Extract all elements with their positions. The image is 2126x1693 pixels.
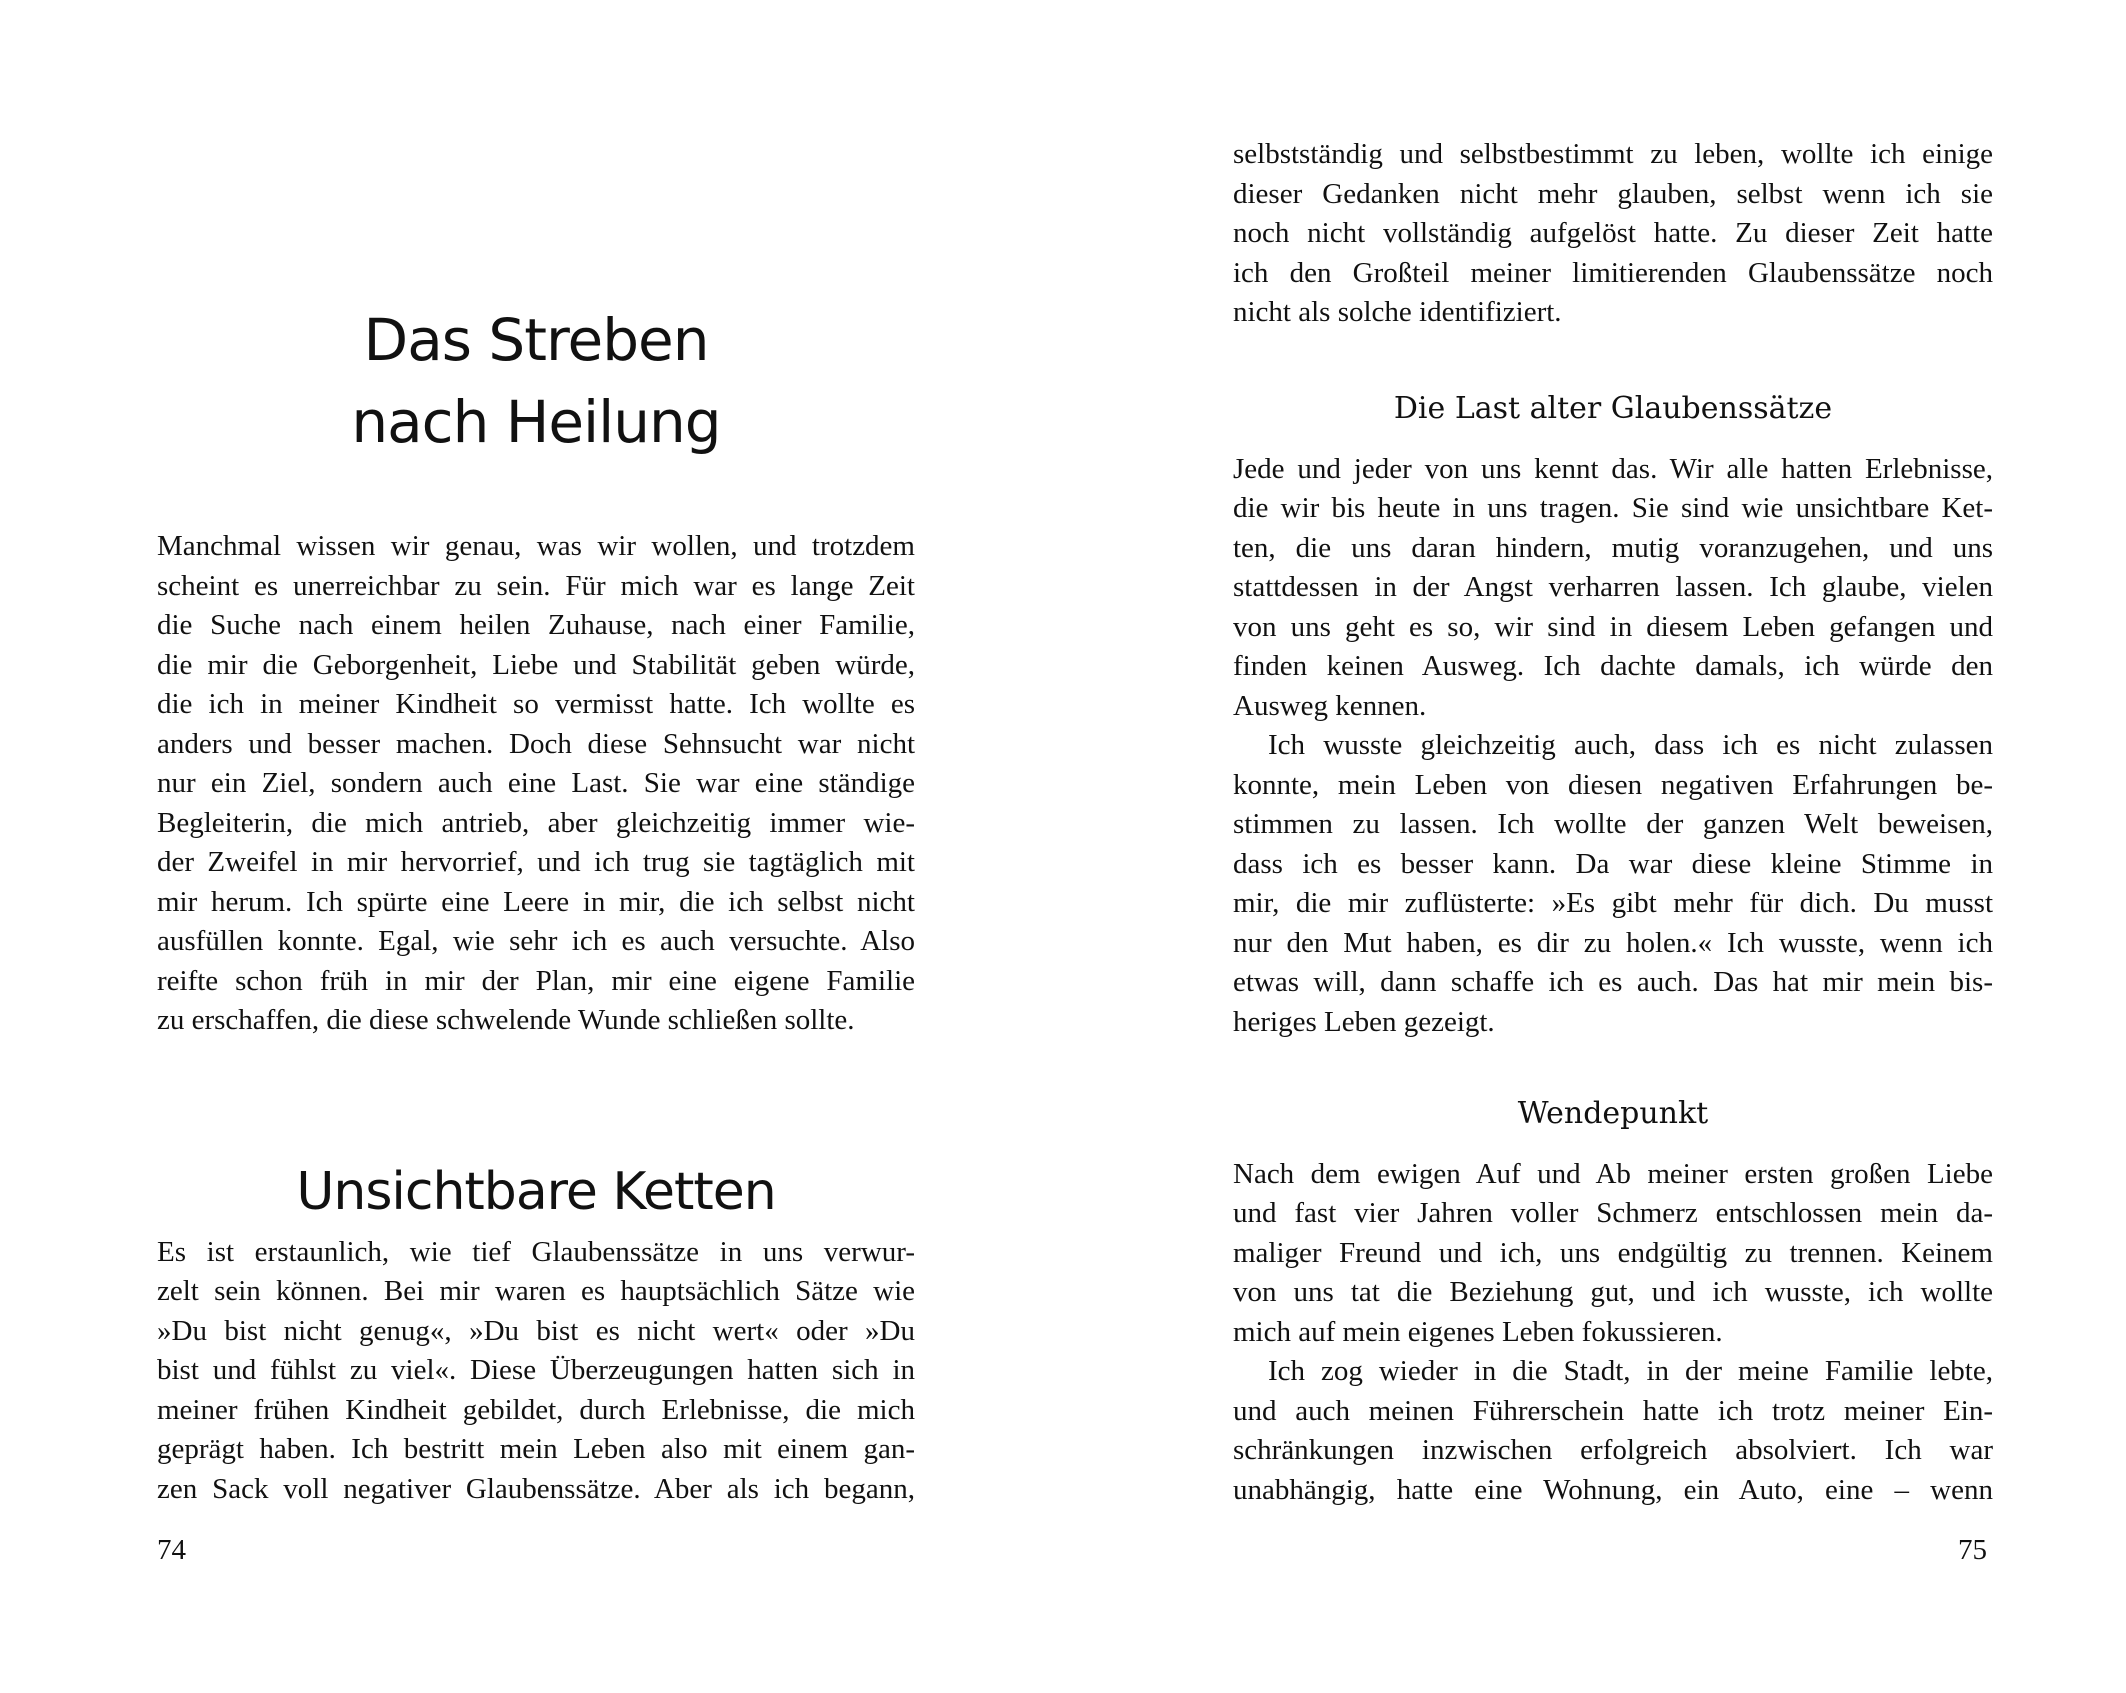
text-line: etwas will, dann schaffe ich es auch. Das hat mir mein bis- — [1233, 966, 1993, 998]
text-line: und auch meinen Führerschein hatte ich trotz meiner Ein- — [1233, 1395, 1993, 1427]
text-line: meiner frühen Kindheit gebildet, durch Erlebnisse, die mich — [157, 1394, 915, 1426]
text-line: und fast vier Jahren voller Schmerz entschlossen mein da- — [1233, 1197, 1993, 1229]
text-line: ausfüllen konnte. Egal, wie sehr ich es auch versuchte. Also — [157, 925, 915, 957]
text-line: anders und besser machen. Doch diese Sehnsucht war nicht — [157, 728, 915, 760]
text-line: noch nicht vollständig aufgelöst hatte. Zu dieser Zeit hatte — [1233, 217, 1993, 249]
text-line: ten, die uns daran hindern, mutig voranzugehen, und uns — [1233, 532, 1993, 564]
text-line: Begleiterin, die mich antrieb, aber gleichzeitig immer wie- — [157, 807, 915, 839]
text-line: von uns tat die Beziehung gut, und ich wusste, ich wollte — [1233, 1276, 1993, 1308]
text-line: schränkungen inzwischen erfolgreich absolviert. Ich war — [1233, 1434, 1993, 1466]
text-line: die wir bis heute in uns tragen. Sie sind wie unsichtbare Ket- — [1233, 492, 1993, 524]
text-line: geprägt haben. Ich bestritt mein Leben also mit einem gan- — [157, 1433, 915, 1465]
text-line: nur ein Ziel, sondern auch eine Last. Sie war eine ständige — [157, 767, 915, 799]
text-line: mich auf mein eigenes Leben fokussieren. — [1233, 1316, 1723, 1348]
text-line: Es ist erstaunlich, wie tief Glaubenssätze in uns verwur- — [157, 1236, 915, 1268]
text-line: stattdessen in der Angst verharren lassen. Ich glaube, vielen — [1233, 571, 1993, 603]
page-number: 75 — [1958, 1534, 1987, 1566]
subsection-title-last-beliefs: Die Last alter Glaubenssätze — [1393, 391, 1833, 426]
text-line: »Du bist nicht genug«, »Du bist es nicht wert« oder »Du — [157, 1315, 915, 1347]
text-line: die mir die Geborgenheit, Liebe und Stabilität geben würde, — [157, 649, 915, 681]
page-number: 74 — [157, 1534, 186, 1566]
text-line: heriges Leben gezeigt. — [1233, 1006, 1495, 1038]
text-line: zu erschaffen, die diese schwelende Wunde schließen sollte. — [157, 1004, 855, 1036]
text-line: nur den Mut haben, es dir zu holen.« Ich wusste, wenn ich — [1233, 927, 1993, 959]
text-line: scheint es unerreichbar zu sein. Für mich war es lange Zeit — [157, 570, 915, 602]
text-line: mir herum. Ich spürte eine Leere in mir, die ich selbst nicht — [157, 886, 915, 918]
text-line: Ich zog wieder in die Stadt, in der meine Familie lebte, — [1268, 1355, 1993, 1387]
text-line: nicht als solche identifiziert. — [1233, 296, 1562, 328]
section-title: Unsichtbare Ketten — [296, 1162, 776, 1222]
text-line: dieser Gedanken nicht mehr glauben, selbst wenn ich sie — [1233, 178, 1993, 210]
text-line: Nach dem ewigen Auf und Ab meiner ersten großen Liebe — [1233, 1158, 1993, 1190]
text-line: Ausweg kennen. — [1233, 690, 1427, 722]
text-line: stimmen zu lassen. Ich wollte der ganzen Welt beweisen, — [1233, 808, 1993, 840]
text-line: die ich in meiner Kindheit so vermisst hatte. Ich wollte es — [157, 688, 915, 720]
text-line: selbstständig und selbstbestimmt zu leben, wollte ich einige — [1233, 138, 1993, 170]
text-line: unabhängig, hatte eine Wohnung, ein Auto, eine – wenn — [1233, 1474, 1993, 1506]
text-line: konnte, mein Leben von diesen negativen Erfahrungen be- — [1233, 769, 1993, 801]
chapter-title-line-1: Das Streben — [363, 306, 709, 374]
text-line: die Suche nach einem heilen Zuhause, nach einer Familie, — [157, 609, 915, 641]
text-line: dass ich es besser kann. Da war diese kleine Stimme in — [1233, 848, 1993, 880]
text-line: bist und fühlst zu viel«. Diese Überzeugungen hatten sich in — [157, 1354, 915, 1386]
text-line: finden keinen Ausweg. Ich dachte damals, ich würde den — [1233, 650, 1993, 682]
text-line: Jede und jeder von uns kennt das. Wir alle hatten Erlebnisse, — [1233, 453, 1993, 485]
text-line: der Zweifel in mir hervorrief, und ich trug sie tagtäglich mit — [157, 846, 915, 878]
text-line: Manchmal wissen wir genau, was wir wollen, und trotzdem — [157, 530, 915, 562]
text-line: zelt sein können. Bei mir waren es hauptsächlich Sätze wie — [157, 1275, 915, 1307]
right-page — [1063, 0, 2126, 1693]
text-line: von uns geht es so, wir sind in diesem Leben gefangen und — [1233, 611, 1993, 643]
chapter-title-line-2: nach Heilung — [351, 388, 721, 456]
subsection-title-turning-point: Wendepunkt — [1517, 1096, 1709, 1131]
text-line: Ich wusste gleichzeitig auch, dass ich es nicht zulassen — [1268, 729, 1993, 761]
text-line: reifte schon früh in mir der Plan, mir eine eigene Familie — [157, 965, 915, 997]
text-line: ich den Großteil meiner limitierenden Glaubenssätze noch — [1233, 257, 1993, 289]
text-line: mir, die mir zuflüsterte: »Es gibt mehr für dich. Du musst — [1233, 887, 1993, 919]
text-line: zen Sack voll negativer Glaubenssätze. Aber als ich begann, — [157, 1473, 915, 1505]
text-line: maliger Freund und ich, uns endgültig zu trennen. Keinem — [1233, 1237, 1993, 1269]
